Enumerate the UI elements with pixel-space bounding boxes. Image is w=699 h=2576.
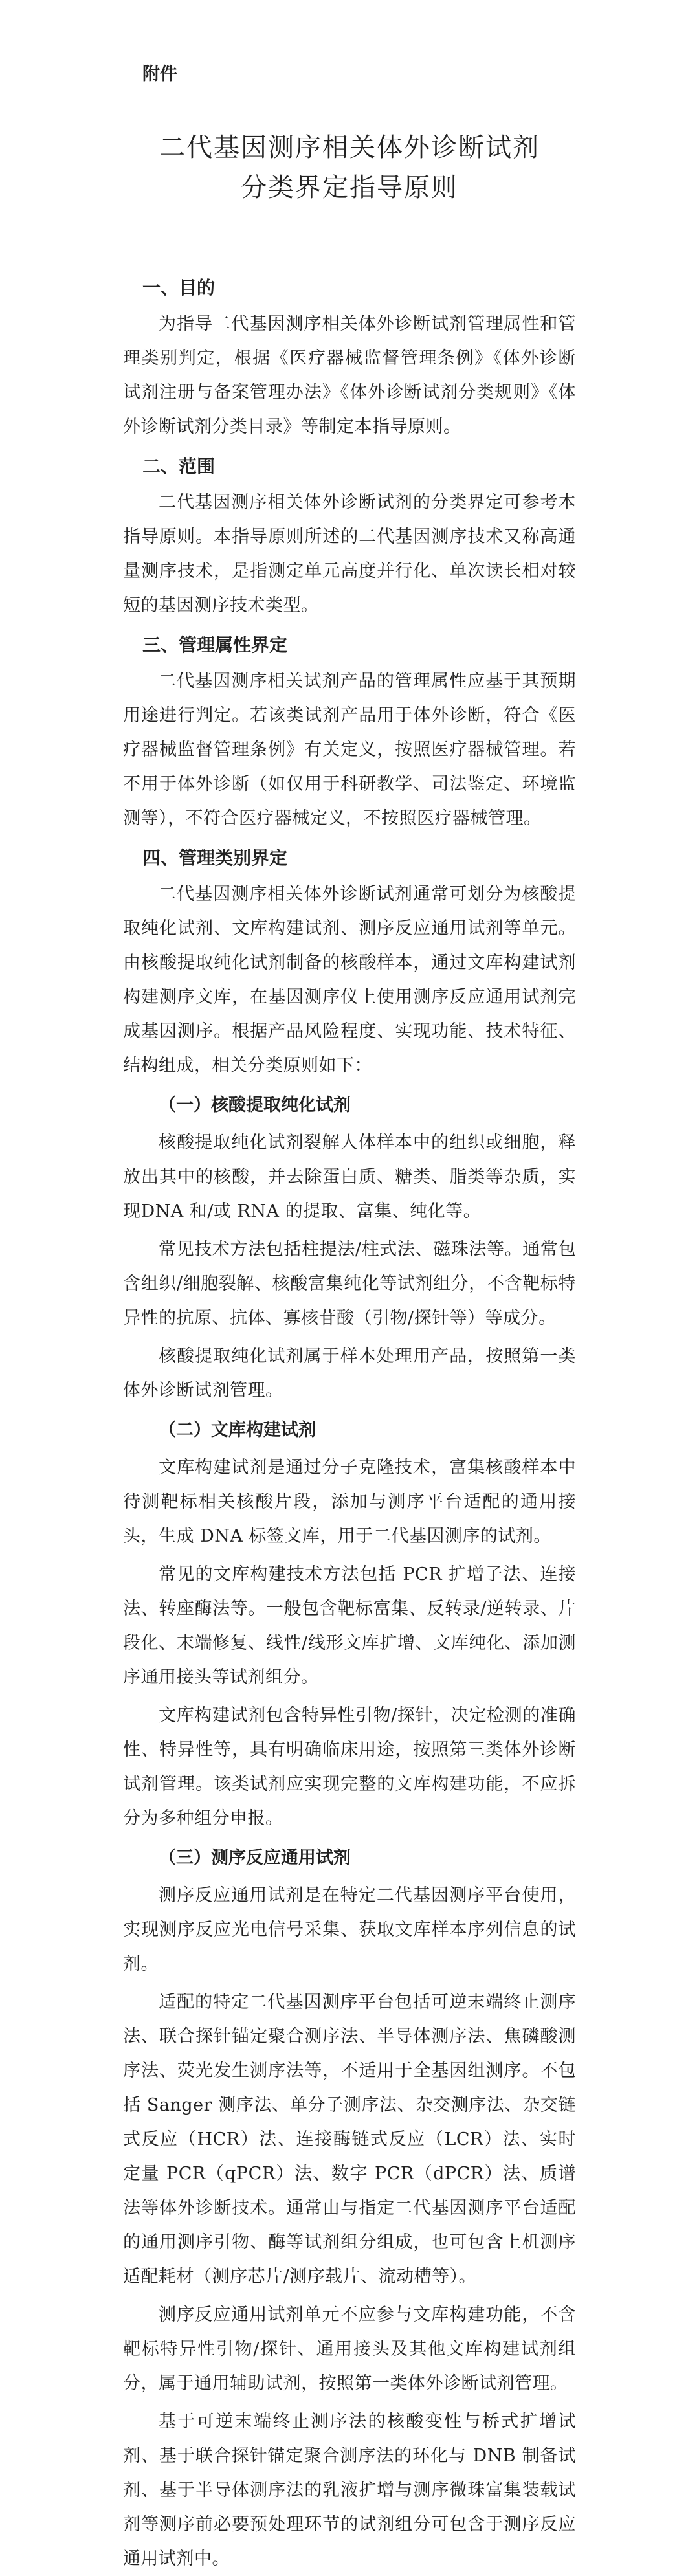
section-3-heading: 三、管理属性界定 [142,634,288,656]
section-1-heading: 一、目的 [142,277,216,298]
subsection-1-paragraph-1: 核酸提取纯化试剂裂解人体样本中的组织或细胞，释放出其中的核酸，并去除蛋白质、糖类、脂类等杂质，实现DNA 和/或 RNA 的提取、富集、纯化等。 [123,1133,576,1221]
section-1-paragraph: 为指导二代基因测序相关体外诊断试剂管理属性和管理类别判定，根据《医疗器械监督管理条例》《体外诊断试剂注册与备案管理办法》《体外诊断试剂分类规则》《体外诊断试剂分类目录》等制定本指导原则。 [123,314,576,437]
subsection-2-heading: （二）文库构建试剂 [159,1420,316,1440]
subsection-3-paragraph-1: 测序反应通用试剂是在特定二代基因测序平台使用，实现测序反应光电信号采集、获取文库样本序列信息的试剂。 [123,1885,576,1974]
title-line-2: 分类界定指导原则 [241,173,458,203]
subsection-2-paragraph-1: 文库构建试剂是通过分子克隆技术，富集核酸样本中待测靶标相关核酸片段，添加与测序平台适配的通用接头，生成 DNA 标签文库，用于二代基因测序的试剂。 [123,1458,576,1546]
subsection-1-heading: （一）核酸提取纯化试剂 [159,1095,351,1115]
subsection-3-paragraph-2: 适配的特定二代基因测序平台包括可逆末端终止测序法、联合探针锚定聚合测序法、半导体测序法、焦磷酸测序法、荧光发生测序法等，不适用于全基因组测序。不包括 Sanger 测序法、单分子测序法、杂交测序法、杂交链式反应（HCR）法、连接酶链式反应（LCR）法、实时定量 PCR（qPCR）法、数字 PCR（dPCR）法、质谱法等体外诊断技术。通常由与指定二代基因测序平台适配的通用测序引物、酶等试剂组分组成，也可包含上机测序适配耗材（测序芯片/测序载片、流动槽等）。 [123,1992,576,2287]
subsection-3-paragraph-4: 基于可逆末端终止测序法的核酸变性与桥式扩增试剂、基于联合探针锚定聚合测序法的环化与 DNB 制备试剂、基于半导体测序法的乳液扩增与测序微珠富集装载试剂等测序前必要预处理环节的试剂组分可包含于测序反应通用试剂中。 [123,2412,576,2569]
subsection-2-paragraph-3: 文库构建试剂包含特异性引物/探针，决定检测的准确性、特异性等，具有明确临床用途，按照第三类体外诊断试剂管理。该类试剂应实现完整的文库构建功能，不应拆分为多种组分申报。 [123,1705,576,1828]
subsection-3-heading: （三）测序反应通用试剂 [159,1848,351,1868]
section-4-intro: 二代基因测序相关体外诊断试剂通常可划分为核酸提取纯化试剂、文库构建试剂、测序反应通用试剂等单元。由核酸提取纯化试剂制备的核酸样本，通过文库构建试剂构建测序文库，在基因测序仪上使用测序反应通用试剂完成基因测序。根据产品风险程度、实现功能、技术特征、结构组成，相关分类原则如下： [123,884,576,1076]
subsection-1-paragraph-3: 核酸提取纯化试剂属于样本处理用产品，按照第一类体外诊断试剂管理。 [123,1346,576,1401]
document-title [123,128,576,208]
subsection-1-paragraph-2: 常见技术方法包括柱提法/柱式法、磁珠法等。通常包含组织/细胞裂解、核酸富集纯化等试剂组分，不含靶标特异性的抗原、抗体、寡核苷酸（引物/探针等）等成分。 [123,1239,576,1328]
title-line-1: 二代基因测序相关体外诊断试剂 [159,133,540,162]
attachment-label: 附件 [142,64,177,84]
section-2-paragraph: 二代基因测序相关体外诊断试剂的分类界定可参考本指导原则。本指导原则所述的二代基因测序技术又称高通量测序技术，是指测定单元高度并行化、单次读长相对较短的基因测序技术类型。 [123,493,576,616]
subsection-2-paragraph-2: 常见的文库构建技术方法包括 PCR 扩增子法、连接法、转座酶法等。一般包含靶标富集、反转录/逆转录、片段化、末端修复、线性/线形文库扩增、文库纯化、添加测序通用接头等试剂组分。 [123,1564,576,1687]
section-2-heading: 二、范围 [142,456,216,477]
section-4-heading: 四、管理类别界定 [142,847,288,869]
section-3-paragraph: 二代基因测序相关试剂产品的管理属性应基于其预期用途进行判定。若该类试剂产品用于体外诊断，符合《医疗器械监督管理条例》有关定义，按照医疗器械管理。若不用于体外诊断（如仅用于科研教学、司法鉴定、环境监测等），不符合医疗器械定义，不按照医疗器械管理。 [123,671,576,828]
subsection-3-paragraph-3: 测序反应通用试剂单元不应参与文库构建功能，不含靶标特异性引物/探针、通用接头及其他文库构建试剂组分，属于通用辅助试剂，按照第一类体外诊断试剂管理。 [123,2305,576,2393]
